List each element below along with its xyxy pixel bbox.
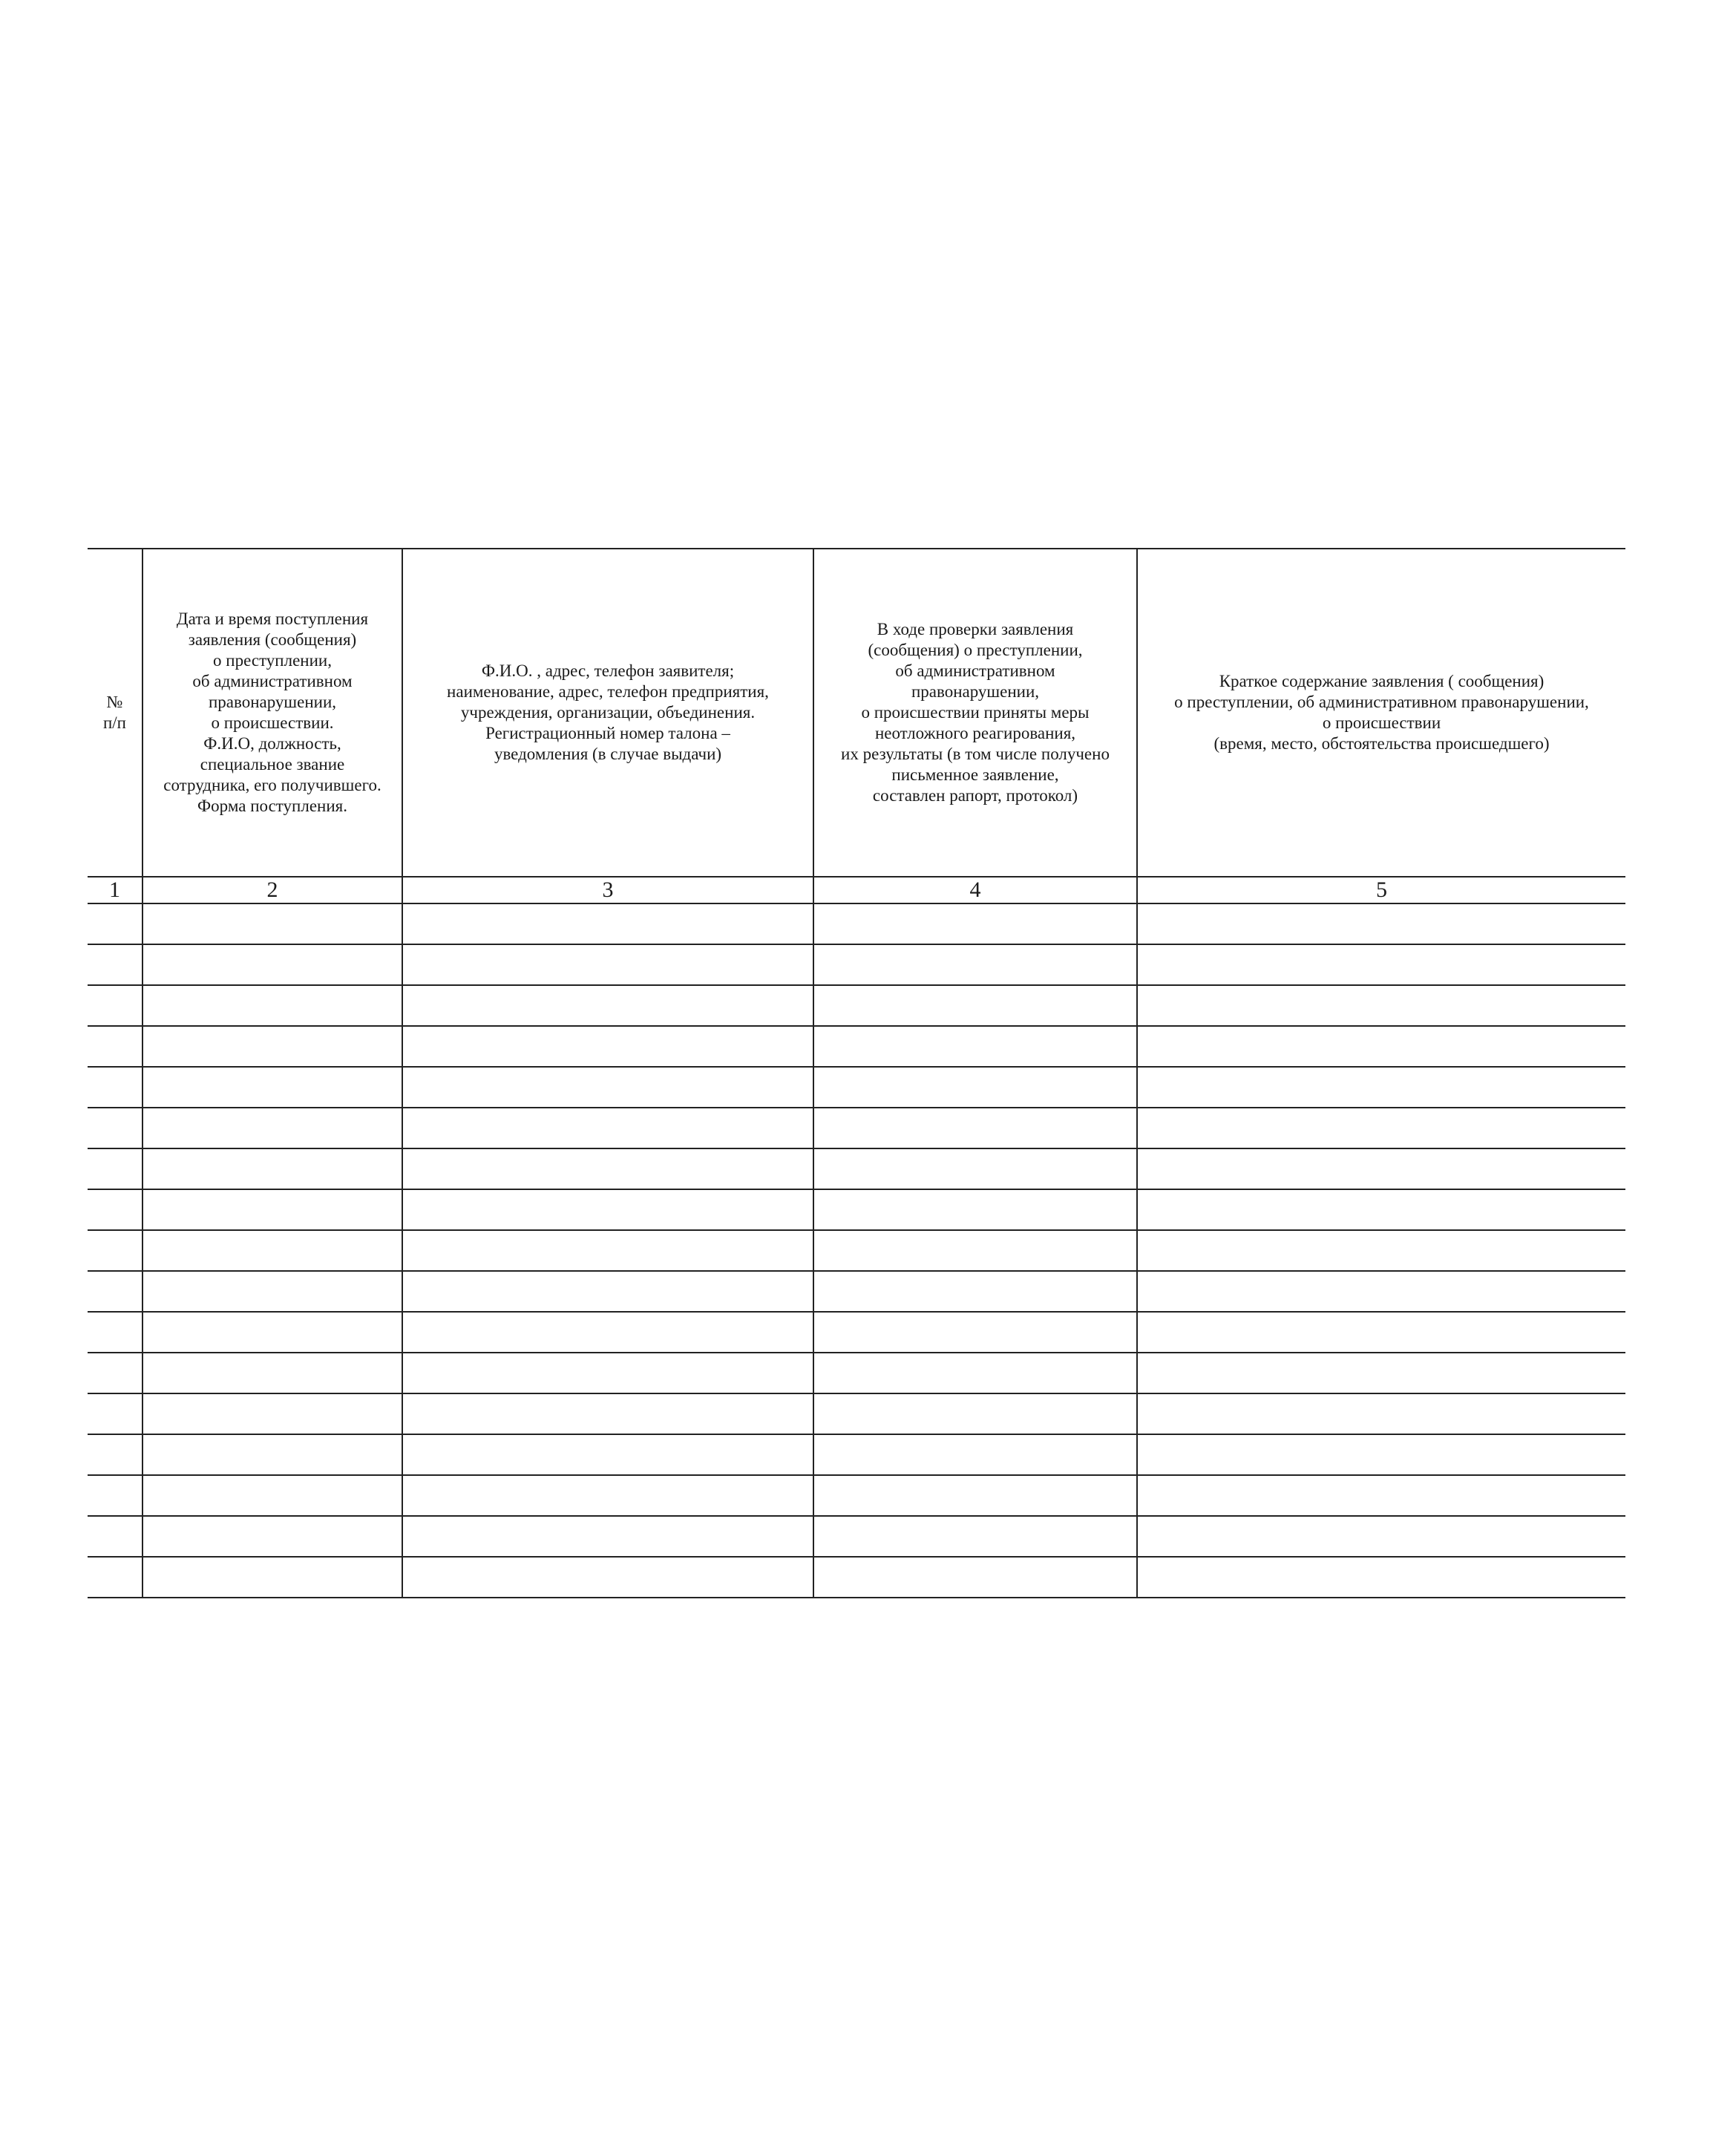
table-cell (1137, 1353, 1625, 1393)
table-cell (813, 1557, 1137, 1598)
table-cell (402, 1189, 813, 1230)
table-cell (88, 1067, 143, 1108)
column-number: 3 (402, 877, 813, 903)
table-cell (88, 1108, 143, 1148)
table-cell (143, 1312, 402, 1353)
header-col-5 (1137, 549, 1625, 877)
table-row (88, 1108, 1625, 1148)
header-text-line: № (106, 693, 123, 711)
table-cell (813, 1230, 1137, 1271)
table-cell (402, 1108, 813, 1148)
table-row (88, 1393, 1625, 1434)
table-cell (813, 1353, 1137, 1393)
table-cell (143, 1475, 402, 1516)
table-cell (813, 1108, 1137, 1148)
table-cell (1137, 1516, 1625, 1557)
table-cell (88, 944, 143, 985)
table-row (88, 1557, 1625, 1598)
table-cell (1137, 1557, 1625, 1598)
table-cell (813, 1026, 1137, 1067)
header-text-line: Ф.И.О, должность, (203, 734, 341, 753)
column-number: 1 (88, 877, 143, 903)
table-cell (143, 1189, 402, 1230)
table-cell (402, 944, 813, 985)
table-row (88, 1148, 1625, 1189)
header-col-2 (143, 549, 402, 877)
table-cell (143, 1271, 402, 1312)
table-cell (1137, 1026, 1625, 1067)
table-row (88, 1189, 1625, 1230)
table-cell (143, 1067, 402, 1108)
table-row (88, 1230, 1625, 1271)
table-cell (143, 985, 402, 1026)
table-cell (813, 1067, 1137, 1108)
table-cell (1137, 1230, 1625, 1271)
table-cell (813, 985, 1137, 1026)
table-cell (88, 1516, 143, 1557)
header-text-line: о преступлении, об административном правонарушении, (1174, 693, 1589, 711)
table-cell (402, 1067, 813, 1108)
table-cell (88, 1189, 143, 1230)
header-text-line: уведомления (в случае выдачи) (494, 745, 722, 763)
table-cell (813, 944, 1137, 985)
table-cell (1137, 944, 1625, 985)
table-cell (813, 903, 1137, 944)
table-cell (402, 1393, 813, 1434)
header-col-4 (813, 549, 1137, 877)
table-cell (143, 1108, 402, 1148)
table-cell (813, 1312, 1137, 1353)
table-row (88, 985, 1625, 1026)
table-cell (1137, 1108, 1625, 1148)
header-text-line: их результаты (в том числе получено (841, 745, 1110, 763)
header-text-line: составлен рапорт, протокол) (872, 786, 1078, 805)
header-text-line: сотрудника, его получившего. (163, 776, 381, 794)
table-row (88, 944, 1625, 985)
column-number: 5 (1137, 877, 1625, 903)
header-text-line: Ф.И.О. , адрес, телефон заявителя; (481, 661, 735, 680)
header-col-3 (402, 549, 813, 877)
column-number-row (88, 877, 1625, 903)
table-cell (1137, 1393, 1625, 1434)
table-cell (813, 1434, 1137, 1475)
header-text-line: наименование, адрес, телефон предприятия, (447, 682, 769, 701)
table-cell (143, 1434, 402, 1475)
table-row (88, 1434, 1625, 1475)
table-row (88, 1271, 1625, 1312)
header-text-line: о происшествии приняты меры (861, 703, 1090, 722)
header-text-line: специальное звание (200, 755, 345, 774)
table-cell (402, 1271, 813, 1312)
table-cell (402, 1353, 813, 1393)
table-cell (402, 1475, 813, 1516)
table-cell (813, 1271, 1137, 1312)
table-row (88, 1516, 1625, 1557)
table-cell (1137, 1475, 1625, 1516)
header-text-line: В ходе проверки заявления (877, 620, 1074, 638)
table-cell (88, 1557, 143, 1598)
table-cell (402, 903, 813, 944)
header-text-line: правонарушении, (911, 682, 1040, 701)
table-cell (88, 1434, 143, 1475)
header-text-line: об административном (192, 672, 353, 690)
column-number: 2 (143, 877, 402, 903)
table-row (88, 1312, 1625, 1353)
header-text-line: (сообщения) о преступлении, (868, 641, 1083, 659)
table-cell (402, 1026, 813, 1067)
table-cell (1137, 1189, 1625, 1230)
table-row (88, 1026, 1625, 1067)
table-cell (88, 1148, 143, 1189)
table-cell (813, 1148, 1137, 1189)
header-text-line: учреждения, организации, объединения. (460, 703, 756, 722)
header-text-line: Дата и время поступления (176, 609, 369, 628)
header-text-line: п/п (102, 713, 126, 732)
table-body (88, 903, 1625, 1598)
table-cell (143, 1557, 402, 1598)
table-cell (402, 1148, 813, 1189)
header-text-line: об административном (895, 661, 1055, 680)
table-cell (1137, 1271, 1625, 1312)
table-cell (88, 903, 143, 944)
table-cell (143, 1353, 402, 1393)
table-cell (1137, 1067, 1625, 1108)
header-text-line: письменное заявление, (891, 765, 1059, 784)
header-text-line: заявления (сообщения) (188, 630, 357, 649)
table-cell (402, 1230, 813, 1271)
table-row (88, 903, 1625, 944)
table-row (88, 1067, 1625, 1108)
table-cell (88, 1475, 143, 1516)
table-cell (402, 1557, 813, 1598)
table-cell (88, 1271, 143, 1312)
header-col-1 (88, 549, 143, 877)
table-cell (402, 1312, 813, 1353)
table-cell (402, 1434, 813, 1475)
column-number: 4 (813, 877, 1137, 903)
table-row (88, 1475, 1625, 1516)
table-cell (402, 985, 813, 1026)
table-cell (88, 1230, 143, 1271)
header-text-line: правонарушении, (208, 693, 337, 711)
table-cell (88, 1393, 143, 1434)
table-cell (143, 1148, 402, 1189)
table-cell (143, 1026, 402, 1067)
header-text-line: Краткое содержание заявления ( сообщения) (1219, 672, 1545, 690)
table-cell (88, 1312, 143, 1353)
table-row (88, 1353, 1625, 1393)
table-cell (813, 1189, 1137, 1230)
table-cell (143, 903, 402, 944)
table-cell (143, 1516, 402, 1557)
table-cell (813, 1475, 1137, 1516)
table-cell (143, 1230, 402, 1271)
header-text-line: неотложного реагирования, (874, 724, 1076, 742)
header-text-line: о происшествии (1322, 713, 1441, 732)
table-cell (143, 944, 402, 985)
table-cell (1137, 1148, 1625, 1189)
header-row (88, 549, 1625, 877)
table-cell (88, 1353, 143, 1393)
header-text-line: о происшествии. (211, 713, 334, 732)
header-text-line: Регистрационный номер талона – (485, 724, 730, 742)
table-cell (1137, 985, 1625, 1026)
table-cell (88, 1026, 143, 1067)
header-text-line: (время, место, обстоятельства происшедшего) (1213, 734, 1550, 753)
registration-journal-table (88, 548, 1625, 1598)
table-cell (402, 1516, 813, 1557)
header-text-line: о преступлении, (213, 651, 332, 670)
table-cell (813, 1393, 1137, 1434)
table-cell (88, 985, 143, 1026)
header-text-line: Форма поступления. (197, 797, 347, 815)
table-cell (1137, 903, 1625, 944)
table-cell (143, 1393, 402, 1434)
table-cell (1137, 1434, 1625, 1475)
table-cell (813, 1516, 1137, 1557)
table-cell (1137, 1312, 1625, 1353)
